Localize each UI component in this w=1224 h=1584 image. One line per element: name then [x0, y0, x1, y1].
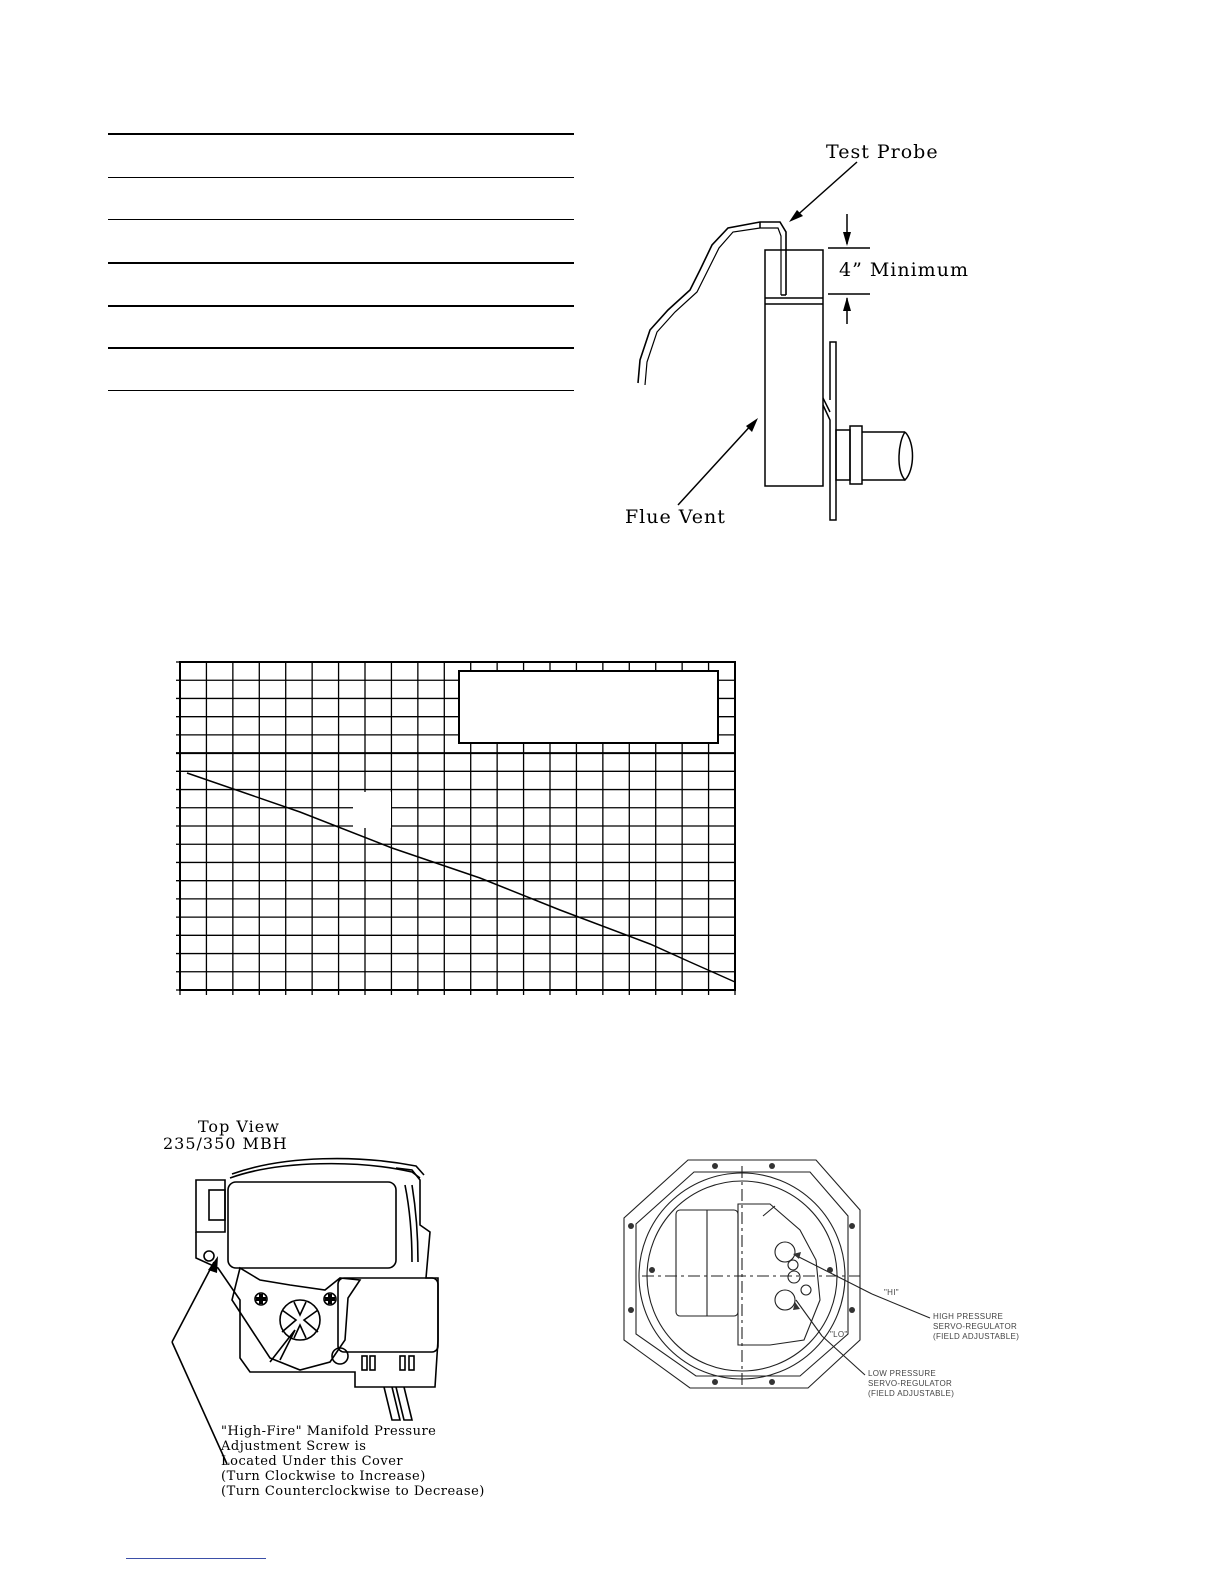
high-pressure-line: HIGH PRESSURE — [933, 1312, 1004, 1321]
high-pressure-line: (FIELD ADJUSTABLE) — [933, 1332, 1020, 1341]
high-pressure-line: SERVO-REGULATOR — [933, 1322, 1018, 1331]
lo-label: "LO" — [830, 1330, 848, 1339]
high-pressure-note — [933, 1312, 1019, 1342]
note-line: "High-Fire" Manifold Pressure — [221, 1424, 437, 1439]
mbh-rating: 235/350 MBH — [163, 1134, 288, 1153]
note-line: (Turn Clockwise to Increase) — [221, 1469, 426, 1484]
low-pressure-note — [868, 1369, 954, 1399]
test-probe-label: Test Probe — [826, 141, 939, 163]
low-pressure-line: LOW PRESSURE — [868, 1369, 937, 1378]
footer-rule — [126, 1558, 266, 1559]
note-line: (Turn Counterclockwise to Decrease) — [221, 1484, 485, 1499]
low-pressure-line: (FIELD ADJUSTABLE) — [868, 1389, 955, 1398]
minimum-label: 4” Minimum — [839, 259, 969, 281]
note-line: Adjustment Screw is — [221, 1439, 367, 1454]
top-view-title: Top View — [198, 1117, 280, 1136]
flue-vent-label: Flue Vent — [625, 506, 726, 528]
note-line: Located Under this Cover — [221, 1454, 404, 1469]
hi-label: "HI" — [884, 1288, 899, 1297]
low-pressure-line: SERVO-REGULATOR — [868, 1379, 953, 1388]
